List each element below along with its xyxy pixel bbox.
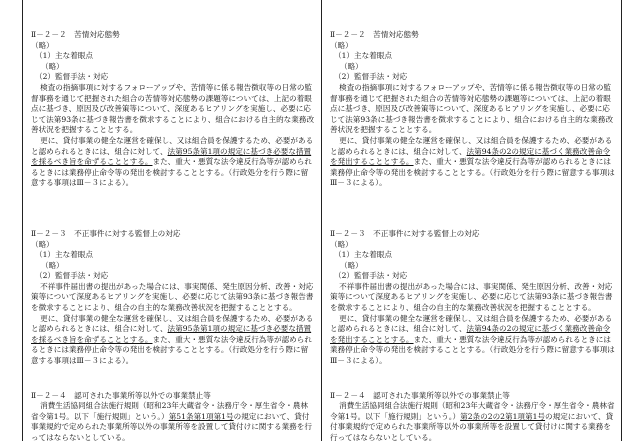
text-run: 更に、貸付事業の健全な運営を確保し、又は組合員を保護するため、必要があると認められるときには、組合に対して、	[31, 135, 314, 156]
amended-text: 法第94条の2の規定に基づく業務改善命令を発出することとする。	[330, 146, 611, 167]
section-complaint-handling	[31, 30, 315, 189]
text-run: 更に、貸付事業の健全な運営を確保し、又は組合員を保護するため、必要があると認められるときには、組合に対して、	[330, 135, 613, 156]
text-run: 消費生活協同組合法施行規則（昭和23年大蔵省令・法務庁令・厚生省令・農林省令第1号。以下「施行規則」という。）	[31, 401, 308, 421]
omitted-note: （略）	[31, 239, 54, 249]
paragraph	[330, 401, 615, 441]
paragraph	[330, 314, 615, 367]
paragraph: 検査の指摘事項に対するフォローアップや、苦情等に係る報告徴収等の日常の監督事務を通じて把握された組合の苦情等対応態勢の課題等については、上記の着眼点に基づき、原因及び改善策等について、深度あるヒアリングを実施し、必要に応じて法第93条に基づき報告書を徴求することにより、組合における自主的な業務改善状況を把握することとする。	[330, 82, 614, 135]
section-heading: Ⅱ－２－３ 不正事件に対する監督上の対応	[330, 228, 480, 238]
text-run: 更に、貸付事業の健全な運営を確保し、又は組合員を保護するため、必要があると認められるときには、組合に対して、	[330, 313, 613, 334]
section-misconduct-response	[31, 229, 315, 367]
paragraph	[31, 136, 315, 189]
amended-text: 法第94条の2の規定に基づく業務改善命令を発出することとする。	[330, 324, 611, 344]
column-right	[322, 0, 622, 441]
item-2-label: （2）監督手法・対応	[334, 72, 408, 82]
text-run: また、重大・悪質な法令違反行為等が認められるときには業務停止命令等の発出を検討することとする。（行政処分を行う際に留意する事項はⅢ－３による）。	[330, 157, 615, 188]
amended-text: 法第95条第1項の規定に基づき必要な措置を採るべき旨を命ずることとする。	[31, 146, 312, 167]
item-2-label: （2）監督手法・対応	[334, 271, 408, 281]
item-1-label: （1）主な着眼点	[35, 51, 93, 61]
omitted-note: （略）	[41, 61, 64, 71]
text-run: また、重大・悪質な法令違反行為等が認められるときには業務停止命令等の発出を検討することとする。（行政処分を行う際に留意する事項はⅢ－３による）。	[31, 334, 312, 366]
section-heading: Ⅱ－２－４ 認可された事業所等以外での事業禁止等	[330, 390, 510, 400]
paragraph	[330, 136, 615, 189]
paragraph: 不祥事件届出書の提出があった場合には、事実関係、発生原因分析、改善・対応策等について深度あるヒアリングを実施し、必要に応じて法第93条に基づき報告書を徴求することにより、組合の自主的な業務改善状況を把握することとする。	[31, 281, 314, 313]
omitted-note: （略）	[340, 260, 363, 270]
text-run: の規定において、貸付事業規約で定められた事業所等以外の事業所等を設置して貸付けに関する業務を行ってはならないとしている。	[31, 411, 312, 441]
item-2-label: （2）監督手法・対応	[35, 72, 109, 82]
amended-text: 法第95条第1項の規定に基づき必要な措置を採るべき旨を命ずることとする。	[31, 324, 312, 344]
item-2-label: （2）監督手法・対応	[35, 271, 109, 281]
item-1-label: （1）主な着眼点	[35, 250, 93, 260]
omitted-note: （略）	[41, 260, 64, 270]
section-heading: Ⅱ－２－２ 苦情対応態勢	[330, 30, 419, 39]
text-run: また、重大・悪質な法令違反行為等が認められるときには業務停止命令等の発出を検討することとする。（行政処分を行う際に留意する事項はⅢ－３による）。	[31, 157, 312, 188]
paragraph	[31, 401, 315, 441]
text-run: また、重大・悪質な法令違反行為等が認められるときには業務停止命令等の発出を検討することとする。（行政処分を行う際に留意する事項はⅢ－３による）。	[330, 334, 615, 366]
item-1-label: （1）主な着眼点	[334, 250, 392, 260]
paragraph	[31, 314, 315, 367]
amended-text: 第51条第1項第1号	[168, 411, 234, 421]
section-heading: Ⅱ－２－４ 認可された事業所等以外での事業禁止等	[31, 390, 211, 400]
paragraph: 不祥事件届出書の提出があった場合には、事実関係、発生原因分析、改善・対応策等について深度あるヒアリングを実施し、必要に応じて法第93条に基づき報告書を徴求することにより、組合の自主的な業務改善状況を把握することとする。	[330, 281, 613, 313]
omitted-note: （略）	[330, 40, 353, 50]
omitted-note: （略）	[330, 239, 353, 249]
column-left	[22, 0, 322, 441]
section-business-restriction	[330, 391, 615, 441]
section-heading: Ⅱ－２－３ 不正事件に対する監督上の対応	[31, 228, 181, 238]
section-business-restriction	[31, 391, 315, 441]
text-run: の規定において、貸付事業規約で定められた事業所等以外の事業所等を設置して貸付けに関する業務を行ってはならないとしている。	[330, 411, 614, 441]
amended-text: 第2条の2の2第1項第1号	[460, 411, 546, 421]
text-run: 消費生活協同組合法施行規則（昭和23年大蔵省令・法務庁令・厚生省令・農林省令第1号。以下「施行規則」という。）	[330, 401, 615, 421]
item-1-label: （1）主な着眼点	[334, 51, 392, 61]
omitted-note: （略）	[31, 40, 54, 50]
omitted-note: （略）	[340, 61, 363, 71]
section-misconduct-response	[330, 229, 615, 367]
text-run: 更に、貸付事業の健全な運営を確保し、又は組合員を保護するため、必要があると認められるときには、組合に対して、	[31, 313, 314, 334]
section-heading: Ⅱ－２－２ 苦情対応態勢	[31, 30, 120, 39]
section-complaint-handling	[330, 30, 615, 189]
paragraph: 検査の指摘事項に対するフォローアップや、苦情等に係る報告徴収等の日常の監督事務を通じて把握された組合の苦情等対応態勢の課題等については、上記の着眼点に基づき、原因及び改善策等について、深度あるヒアリングを実施し、必要に応じて法第93条に基づき報告書を徴求することにより、組合における自主的な業務改善状況を把握することとする。	[31, 82, 315, 135]
